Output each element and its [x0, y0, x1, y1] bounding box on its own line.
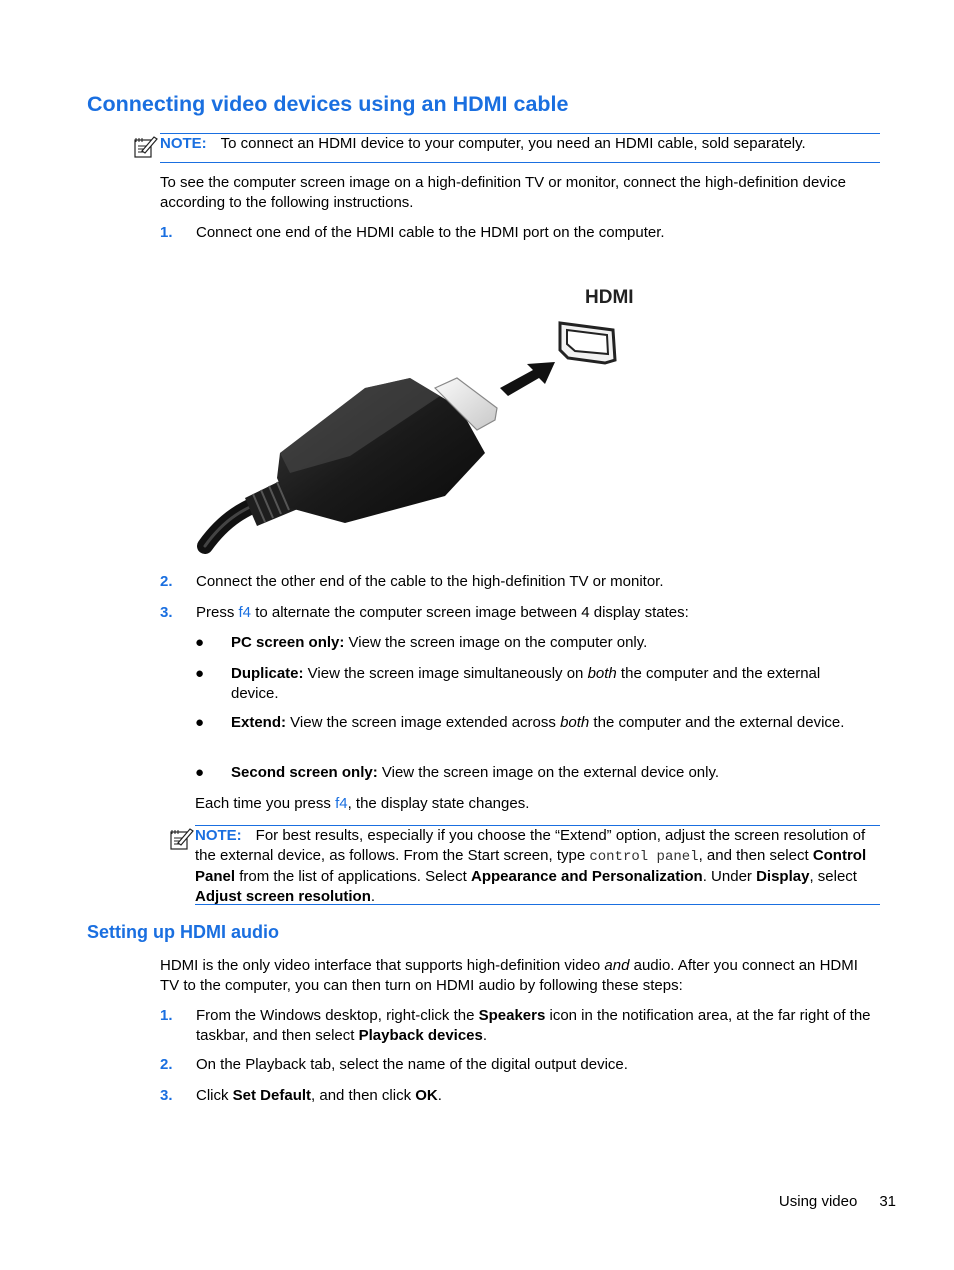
page-footer — [700, 1192, 896, 1212]
page-number: 31 — [879, 1193, 896, 1210]
step-number: 1. — [160, 1007, 173, 1024]
audio-intro-paragraph: HDMI is the only video interface that supports high-definition video and audio. After you connect an HDMI TV to the computer, you can then turn on HDMI audio by following these steps: — [160, 957, 858, 994]
section-heading: Setting up HDMI audio — [87, 922, 279, 942]
step-number: 1. — [160, 224, 173, 241]
step-text: On the Playback tab, select the name of the digital output device. — [196, 1056, 628, 1073]
note-icon — [169, 827, 195, 851]
each-time-paragraph: Each time you press f4, the display state changes. — [195, 795, 530, 812]
insert-arrow-icon — [500, 362, 555, 396]
note-icon — [133, 135, 159, 159]
step-text: From the Windows desktop, right-click the Speakers icon in the notification area, at the far right of the taskbar, and then select Playback devices. — [196, 1007, 871, 1044]
note-label: NOTE: — [160, 135, 207, 152]
step-text: Click Set Default, and then click OK. — [196, 1087, 442, 1104]
step-number: 3. — [160, 1087, 173, 1104]
step-number: 2. — [160, 1056, 173, 1073]
step-text: Connect the other end of the cable to the high-definition TV or monitor. — [196, 573, 664, 590]
note-box: NOTE: For best results, especially if you choose the “Extend” option, adjust the screen resolution of the external device, as follows. From the Start screen, type control panel, and then select Control Panel from the list of applications. Select Appearance and Personalization. Under Display, select Adjust screen resolution. — [195, 825, 880, 905]
step-number: 3. — [160, 604, 173, 621]
step-number: 2. — [160, 573, 173, 590]
note-text: To connect an HDMI device to your computer, you need an HDMI cable, sold separately. — [220, 135, 806, 152]
footer-section: Using video — [778, 1193, 858, 1210]
bullet-icon: ● — [195, 714, 205, 731]
bullet-icon: ● — [195, 764, 205, 781]
code-text: control panel — [589, 848, 699, 865]
hdmi-cable-illustration — [195, 278, 635, 558]
note-label: NOTE: — [195, 827, 242, 844]
note-box — [160, 133, 880, 163]
step-text: Press f4 to alternate the computer screen image between 4 display states: — [196, 604, 689, 621]
port-label: HDMI — [585, 287, 634, 308]
step-text: Connect one end of the HDMI cable to the HDMI port on the computer. — [196, 224, 665, 241]
f4-key-link[interactable]: f4 — [238, 604, 252, 621]
page-title: Connecting video devices using an HDMI cable — [87, 92, 569, 116]
bullet-icon: ● — [195, 634, 205, 651]
hdmi-port-icon — [560, 323, 615, 363]
bullet-icon: ● — [195, 665, 205, 682]
intro-paragraph: To see the computer screen image on a high-definition TV or monitor, connect the high-definition device according to the following instructions. — [160, 174, 846, 211]
f4-key-link[interactable]: f4 — [335, 795, 348, 812]
